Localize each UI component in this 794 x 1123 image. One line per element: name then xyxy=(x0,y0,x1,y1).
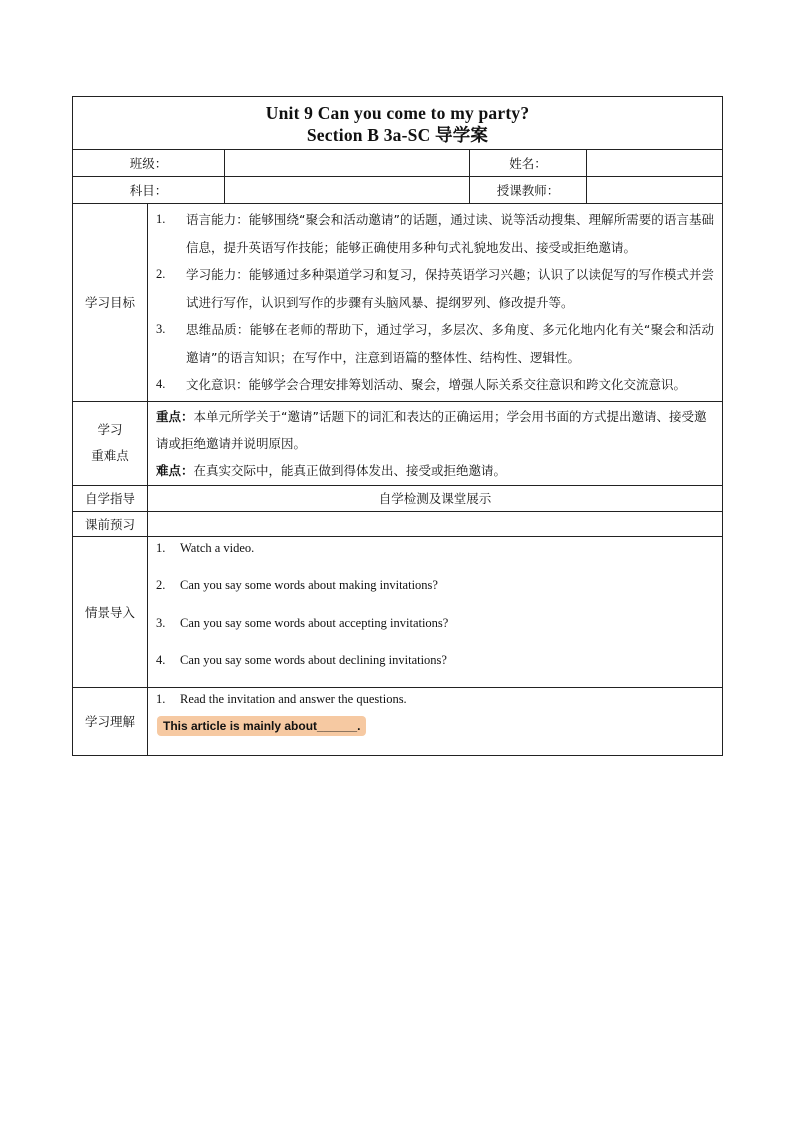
difficulty-label: 难点： xyxy=(156,462,194,478)
difficulty-text: 在真实交际中，能真正做到得体发出、接受或拒绝邀请。 xyxy=(193,462,507,478)
class-field[interactable] xyxy=(225,150,470,177)
intro-number: 1. xyxy=(156,540,166,555)
intro-number: 4. xyxy=(156,653,166,667)
keys-cell xyxy=(148,401,723,485)
goal-item xyxy=(154,261,714,316)
goal-number: 2. xyxy=(156,267,166,281)
info-row-2 xyxy=(73,177,723,204)
keys-row xyxy=(73,401,723,485)
worksheet-table xyxy=(72,96,723,756)
understand-text: Read the invitation and answer the questions. xyxy=(180,691,407,706)
keys-label-line-1: 学习 xyxy=(97,422,123,437)
intro-text: Can you say some words about accepting invitations? xyxy=(180,615,449,630)
understand-cell xyxy=(148,687,723,755)
guide-label: 自学指导 xyxy=(73,485,148,511)
title-line-1: Unit 9 Can you come to my party? xyxy=(265,103,530,123)
goal-text: 文化意识：能够学会合理安排筹划活动、聚会，增强人际关系交往意识和跨文化交流意识。 xyxy=(186,377,687,392)
goal-item xyxy=(154,371,714,399)
teacher-field[interactable] xyxy=(587,177,723,204)
intro-cell xyxy=(148,536,723,687)
intro-number: 2. xyxy=(156,578,166,592)
teacher-label: 授课教师： xyxy=(470,177,587,204)
question-banner: This article is mainly about______. xyxy=(157,716,366,736)
understand-label: 学习理解 xyxy=(73,687,148,755)
info-row-1 xyxy=(73,150,723,177)
guide-row xyxy=(73,485,723,511)
keys-label xyxy=(73,401,148,485)
intro-text: Can you say some words about making invitations? xyxy=(180,578,438,592)
difficulty-paragraph xyxy=(156,457,714,484)
intro-label: 情景导入 xyxy=(73,536,148,687)
keys-label-line-2: 重难点 xyxy=(91,448,129,463)
goal-text: 学习能力：能够通过多种渠道学习和复习，保持英语学习兴趣；认识了以读促写的写作模式并尝试进行写作，认识到写作的步骤有头脑风暴、提纲罗列、修改提升等。 xyxy=(186,267,715,310)
name-field[interactable] xyxy=(587,150,723,177)
focus-text: 本单元所学关于“邀请”话题下的词汇和表达的正确运用；学会用书面的方式提出邀请、接受邀请或拒绝邀请并说明原因。 xyxy=(156,408,707,451)
goal-number: 1. xyxy=(156,212,166,226)
intro-item xyxy=(148,574,722,612)
focus-paragraph xyxy=(156,403,714,457)
goals-cell xyxy=(148,204,723,402)
intro-number: 3. xyxy=(156,615,166,630)
intro-text: Watch a video. xyxy=(180,540,255,555)
class-label: 班级： xyxy=(73,150,225,177)
goal-number: 3. xyxy=(156,322,166,336)
title-row xyxy=(73,97,723,150)
goals-row xyxy=(73,204,723,402)
name-label: 姓名： xyxy=(470,150,587,177)
understand-number: 1. xyxy=(156,691,166,706)
goal-item xyxy=(154,206,714,261)
title-line-2: Section B 3a-SC 导学案 xyxy=(306,125,489,145)
understand-item xyxy=(148,688,722,708)
goal-text: 语言能力：能够围绕“聚会和活动邀请”的话题，通过读、说等活动搜集、理解所需要的语言基础信息，提升英语写作技能；能够正确使用多种句式礼貌地发出、接受或拒绝邀请。 xyxy=(186,212,715,255)
worksheet xyxy=(72,96,722,756)
guide-content: 自学检测及课堂展示 xyxy=(148,485,723,511)
focus-label: 重点： xyxy=(156,408,194,424)
goals-label: 学习目标 xyxy=(73,204,148,402)
intro-text: Can you say some words about declining invitations? xyxy=(180,653,447,667)
preview-label: 课前预习 xyxy=(73,511,148,536)
intro-item xyxy=(148,612,722,650)
preview-content[interactable] xyxy=(148,511,723,536)
subject-label: 科目： xyxy=(73,177,225,204)
intro-item xyxy=(148,649,722,687)
goal-text: 思维品质：能够在老师的帮助下，通过学习，多层次、多角度、多元化地内化有关“聚会和活动邀请”的语言知识；在写作中，注意到语篇的整体性、结构性、逻辑性。 xyxy=(186,322,715,365)
intro-row xyxy=(73,536,723,687)
understand-row xyxy=(73,687,723,755)
title-cell xyxy=(73,97,723,150)
subject-field[interactable] xyxy=(225,177,470,204)
preview-row xyxy=(73,511,723,536)
goal-number: 4. xyxy=(156,377,166,391)
intro-item xyxy=(148,537,722,575)
goal-item xyxy=(154,316,714,371)
